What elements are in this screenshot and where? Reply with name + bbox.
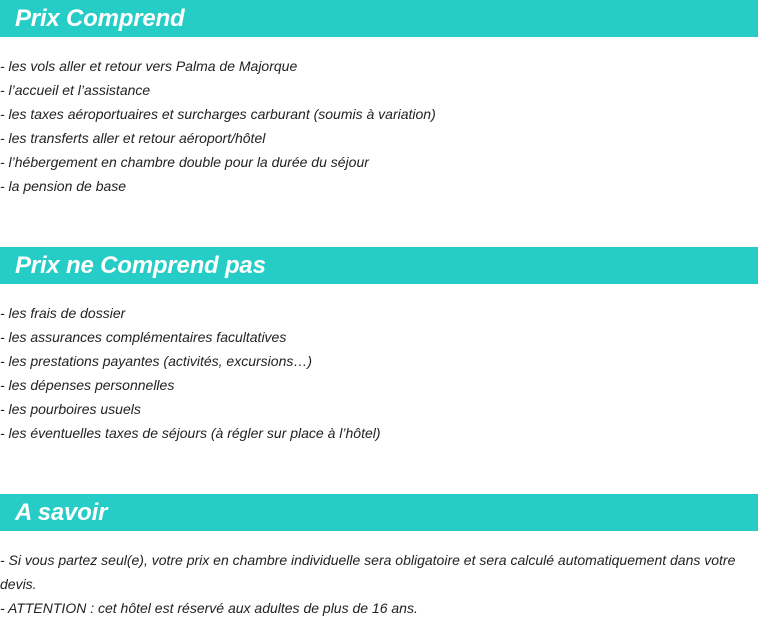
info-list <box>0 548 758 620</box>
list-item: - les transferts aller et retour aéroport/hôtel <box>0 130 266 146</box>
list-item: - la pension de base <box>0 178 127 194</box>
section-title: Prix Comprend <box>15 4 185 32</box>
section-header <box>0 0 758 37</box>
list-item: - l’accueil et l’assistance <box>0 82 151 98</box>
list-item: - les vols aller et retour vers Palma de Majorque <box>0 58 298 74</box>
list-item: - les frais de dossier <box>0 305 126 321</box>
list-item: - les prestations payantes (activités, excursions…) <box>0 353 313 369</box>
section-header <box>0 247 758 284</box>
list-item: - les taxes aéroportuaires et surcharges carburant (soumis à variation) <box>0 106 436 122</box>
list-item: - ATTENTION : cet hôtel est réservé aux adultes de plus de 16 ans. <box>0 600 418 616</box>
section-title: A savoir <box>15 498 108 526</box>
list-item: - les dépenses personnelles <box>0 377 175 393</box>
excluded-list <box>0 301 758 445</box>
section-prix-comprend <box>0 0 758 198</box>
section-header <box>0 494 758 531</box>
section-title: Prix ne Comprend pas <box>15 251 266 279</box>
list-item: - Si vous partez seul(e), votre prix en chambre individuelle sera obligatoire et sera calculé automatiquement dans votre devis. <box>0 552 736 592</box>
included-list <box>0 54 758 198</box>
list-item: - les pourboires usuels <box>0 401 141 417</box>
list-item: - l’hébergement en chambre double pour la durée du séjour <box>0 154 369 170</box>
section-a-savoir <box>0 494 758 620</box>
list-item: - les éventuelles taxes de séjours (à régler sur place à l’hôtel) <box>0 425 381 441</box>
section-prix-ne-comprend-pas <box>0 247 758 445</box>
list-item: - les assurances complémentaires facultatives <box>0 329 287 345</box>
